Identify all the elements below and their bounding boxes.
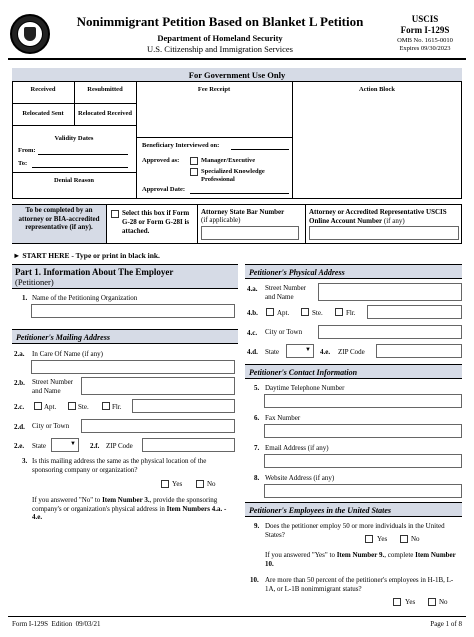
in-care-of-label: In Care Of Name (if any) [32, 350, 103, 358]
fee-receipt-label: Fee Receipt [197, 86, 231, 93]
organization-name-input[interactable] [31, 304, 235, 318]
q9-no-checkbox[interactable] [400, 535, 408, 543]
num-9: 9. [254, 522, 260, 530]
relocated-received-label: Relocated Received [78, 110, 132, 117]
website-input[interactable] [264, 484, 462, 498]
phone-label: Daytime Telephone Number [265, 384, 345, 392]
manager-checkbox[interactable] [190, 157, 198, 165]
mail-flr-checkbox[interactable] [102, 402, 110, 410]
phys-ste-label: Ste. [312, 309, 323, 317]
from-label: From: [18, 147, 36, 154]
q9-label: Does the petitioner employ 50 or more individuals in the United States? [265, 522, 445, 539]
q10-yes-checkbox[interactable] [393, 598, 401, 606]
dhs-seal [10, 14, 50, 54]
mail-unit-input[interactable] [132, 399, 235, 413]
num-5: 5. [254, 384, 260, 392]
phys-zip-input[interactable] [376, 344, 462, 358]
q3-yes-checkbox[interactable] [161, 480, 169, 488]
attorney-completed-by: To be completed by an attorney or BIA-accredited representative (if any). [12, 205, 107, 243]
num-7: 7. [254, 444, 260, 452]
mail-ste-label: Ste. [78, 403, 89, 411]
agency: U.S. Citizenship and Immigration Services [147, 44, 293, 54]
q3-no-label: No [207, 480, 216, 488]
department: Department of Homeland Security [157, 33, 283, 43]
chevron-down-icon: ▼ [70, 441, 76, 447]
specialized-label: Specialized Knowledge Professional [201, 168, 265, 183]
part1-subtitle: (Petitioner) [15, 277, 54, 287]
fax-input[interactable] [264, 424, 462, 438]
phys-flr-checkbox[interactable] [335, 308, 343, 316]
num-10: 10. [250, 576, 259, 584]
phys-flr-label: Flr. [346, 309, 356, 317]
online-account-input[interactable] [309, 226, 459, 240]
mail-state-select[interactable] [51, 438, 79, 452]
fax-label: Fax Number [265, 414, 301, 422]
to-label: To: [18, 160, 28, 167]
in-care-of-input[interactable] [31, 360, 235, 374]
omb-number: OMB No. 1615-0010 [397, 37, 453, 44]
resubmitted-label: Resubmitted [87, 86, 123, 93]
q9-yes-label: Yes [377, 535, 388, 543]
email-label: Email Address (if any) [265, 444, 329, 452]
physical-header: Petitioner's Physical Address [245, 264, 462, 279]
chevron-down-icon: ▼ [305, 347, 311, 353]
mail-city-label: City or Town [32, 422, 70, 430]
q3-yes-label: Yes [172, 480, 183, 488]
approval-date-label: Approval Date: [142, 186, 186, 193]
num-4e: 4.e. [320, 348, 331, 356]
mail-state-label: State [32, 442, 46, 450]
q9-yes-checkbox[interactable] [365, 535, 373, 543]
q10-yes-label: Yes [405, 598, 416, 606]
num-8: 8. [254, 474, 260, 482]
beneficiary-interviewed-label: Beneficiary Interviewed on: [142, 142, 220, 149]
num-6: 6. [254, 414, 260, 422]
bar-number-label: Attorney State Bar Number [201, 208, 285, 216]
phys-street-label: Street Number and Name [265, 284, 307, 301]
num-4c: 4.c. [247, 329, 258, 337]
num-2e: 2.e. [14, 442, 25, 450]
action-block-label: Action Block [359, 86, 395, 93]
num-4a: 4.a. [247, 285, 258, 293]
q3-label: Is this mailing address the same as the physical location of the sponsoring company or organization? [32, 457, 207, 474]
footer-page: Page 1 of 8 [430, 620, 462, 628]
part1-header [12, 264, 238, 289]
num-2a: 2.a. [14, 350, 25, 358]
bar-number-input[interactable] [201, 226, 299, 240]
specialized-checkbox[interactable] [190, 168, 198, 176]
website-label: Website Address (if any) [265, 474, 335, 482]
num-4d: 4.d. [247, 348, 258, 356]
phys-state-label: State [265, 348, 279, 356]
online-account-label: Attorney or Accredited Representative USCIS Online Account Number (if any) [309, 208, 447, 225]
phys-state-select[interactable] [286, 344, 314, 358]
phys-city-label: City or Town [265, 328, 303, 336]
phys-zip-label: ZIP Code [338, 348, 365, 356]
num-1: 1. [22, 294, 28, 302]
mail-ste-checkbox[interactable] [68, 402, 76, 410]
num-4b: 4.b. [247, 309, 258, 317]
expires: Expires 09/30/2023 [399, 45, 451, 52]
gov-use-title: For Government Use Only [12, 68, 462, 82]
form-number: Form I-129S [400, 25, 450, 35]
mail-city-input[interactable] [81, 419, 235, 433]
q9-no-label: No [411, 535, 420, 543]
phone-input[interactable] [264, 394, 462, 408]
phys-apt-checkbox[interactable] [266, 308, 274, 316]
mail-apt-checkbox[interactable] [34, 402, 42, 410]
num-2c: 2.c. [14, 403, 25, 411]
phys-street-input[interactable] [318, 283, 462, 301]
mail-zip-label: ZIP Code [106, 442, 133, 450]
mail-apt-label: Apt. [44, 403, 57, 411]
phys-apt-label: Apt. [277, 309, 290, 317]
start-here: ► START HERE - Type or print in black ink. [13, 251, 160, 260]
footer-edition: Form I-129S Edition 09/03/21 [12, 620, 101, 628]
q10-no-label: No [439, 598, 448, 606]
mail-street-label: Street Number and Name [32, 378, 74, 395]
g28-checkbox[interactable] [111, 210, 119, 218]
part1-title: Part 1. Information About The Employer [15, 267, 174, 277]
q10-label: Are more than 50 percent of the petitioner's employees in H-1B, L-1A, or L-1B nonimmigrant status? [265, 576, 454, 593]
employees-header: Petitioner's Employees in the United States [245, 502, 462, 517]
denial-reason-label: Denial Reason [54, 177, 94, 184]
q1-label: Name of the Petitioning Organization [32, 294, 138, 302]
validity-dates-label: Validity Dates [54, 135, 94, 142]
num-2f: 2.f. [90, 442, 100, 450]
received-label: Received [30, 86, 56, 93]
phys-city-input[interactable] [318, 325, 462, 339]
email-input[interactable] [264, 454, 462, 468]
num-2d: 2.d. [14, 423, 25, 431]
q3-no-checkbox[interactable] [196, 480, 204, 488]
contact-header: Petitioner's Contact Information [245, 364, 462, 379]
bar-number-hint: (if applicable) [201, 216, 241, 224]
mail-zip-input[interactable] [142, 438, 235, 452]
mail-street-input[interactable] [81, 377, 235, 395]
num-2b: 2.b. [14, 379, 25, 387]
q10-no-checkbox[interactable] [428, 598, 436, 606]
mailing-header: Petitioner's Mailing Address [12, 329, 238, 344]
phys-unit-input[interactable] [367, 305, 462, 319]
page-title: Nonimmigrant Petition Based on Blanket L Petition [76, 14, 364, 29]
agency-short: USCIS [411, 14, 439, 24]
g28-label: Select this box if Form G-28 or Form G-28I is attached. [122, 209, 190, 235]
mail-flr-label: Flr. [112, 403, 122, 411]
manager-label: Manager/Executive [201, 157, 256, 164]
phys-ste-checkbox[interactable] [301, 308, 309, 316]
num-3: 3. [22, 457, 28, 465]
approved-as-label: Approved as: [142, 157, 180, 164]
relocated-sent-label: Relocated Sent [22, 110, 64, 117]
q3-note: If you answered "No" to Item Number 3., provide the sponsoring company's or organization's physical address in Item Numbers 4.a. - 4.e. [32, 496, 227, 521]
q9-note: If you answered "Yes" to Item Number 9., complete Item Number 10. [265, 551, 456, 568]
